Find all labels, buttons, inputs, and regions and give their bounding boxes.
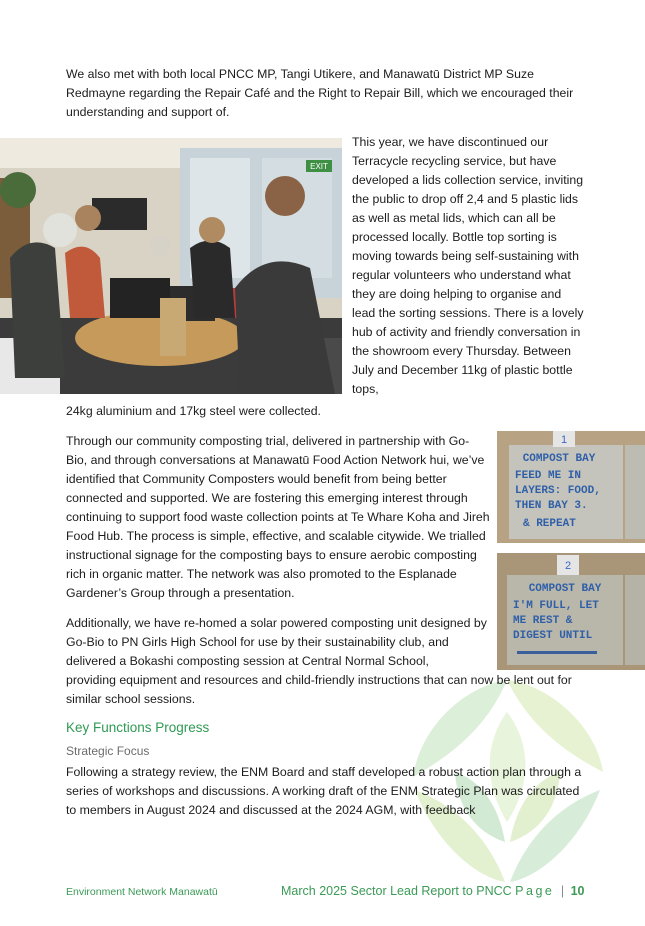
exit-sign-label: EXIT	[310, 162, 328, 171]
paragraph-strategy-review: Following a strategy review, the ENM Board and staff developed a robust action plan through a series of workshops and discussions. A working draft of the ENM Strategic Plan was circulated to members in August 2024 and discussed at the 2024 AGM, with feedback	[66, 765, 582, 817]
footer-report-info	[281, 884, 584, 898]
sign1-line-1: COMPOST BAY	[522, 453, 596, 465]
heading-key-functions: Key Functions Progress	[66, 720, 210, 735]
group-sorting-photo	[0, 138, 342, 394]
footer-organisation: Environment Network Manawatū	[66, 886, 218, 898]
compost-bay-sign-2-photo	[497, 553, 645, 670]
subheading-strategic-focus: Strategic Focus	[66, 744, 150, 758]
sign2-number: 2	[564, 560, 572, 572]
sign1-line-2: FEED ME IN	[515, 470, 582, 482]
sign2-line-1: COMPOST BAY	[528, 583, 602, 595]
sign2-line-2: I'M FULL, LET	[513, 600, 599, 612]
footer-report-title: March 2025 Sector Lead Report to PNCC	[281, 884, 512, 898]
paragraph-solar-composting: Additionally, we have re-homed a solar powered composting unit designed by Go-Bio to PN Girls High School for use by their sustainability club, and delivered a Bokashi composting session at Central Normal School,	[66, 616, 487, 668]
paragraph-lids-tail: 24kg aluminium and 17kg steel were collected.	[66, 404, 321, 418]
compost-bay-sign-1-photo	[497, 431, 645, 543]
footer-page-number: 10	[570, 884, 585, 898]
paragraph-composting-trial: Through our community composting trial, delivered in partnership with Go-Bio, and through conversations at Manawatū Food Action Network hui, we’ve identified that Community Composters would benefit from being better connected and supported. We are fostering this emerging interest through continuing to support food waste collection points at Te Whare Koha and Jireh Food Hub. The process is simple, effective, and scalable citywide. We trialled instructional signage for the composting bays to ensure aerobic composting rich in organic matter. The network was also promoted to the Esplanade Gardener’s Group through a presentation.	[66, 434, 490, 600]
footer-page-word: Page	[515, 884, 555, 898]
sign1-line-4: THEN BAY 3.	[515, 500, 588, 512]
sign1-line-5: & REPEAT	[523, 518, 576, 530]
paragraph-school-sessions: providing equipment and resources and child-friendly instructions that can now be lent out for similar school sessions.	[66, 673, 572, 706]
paragraph-mp-meeting: We also met with both local PNCC MP, Tangi Utikere, and Manawatū District MP Suze Redmayne regarding the Repair Café and the Right to Repair Bill, which we encouraged their understanding and support of.	[66, 67, 574, 119]
sign1-number: 1	[560, 434, 568, 446]
footer-separator: |	[560, 884, 565, 898]
paragraph-lids-collection: This year, we have discontinued our Terracycle recycling service, but have developed a lids collection service, inviting the public to drop off 2,4 and 5 plastic lids as well as metal lids, which can all be processed locally. Bottle top sorting is moving towards being self-sustaining with regular volunteers who understand what they are doing helping to organise and lead the sorting sessions. There is a lovely hub of activity and friendly conversation in the showroom every Thursday. Between July and December 11kg of plastic bottle tops,	[352, 135, 584, 396]
sign1-line-3: LAYERS: FOOD,	[515, 485, 601, 497]
sign2-line-4: DIGEST UNTIL	[513, 630, 593, 642]
sign2-line-3: ME REST &	[513, 615, 573, 627]
